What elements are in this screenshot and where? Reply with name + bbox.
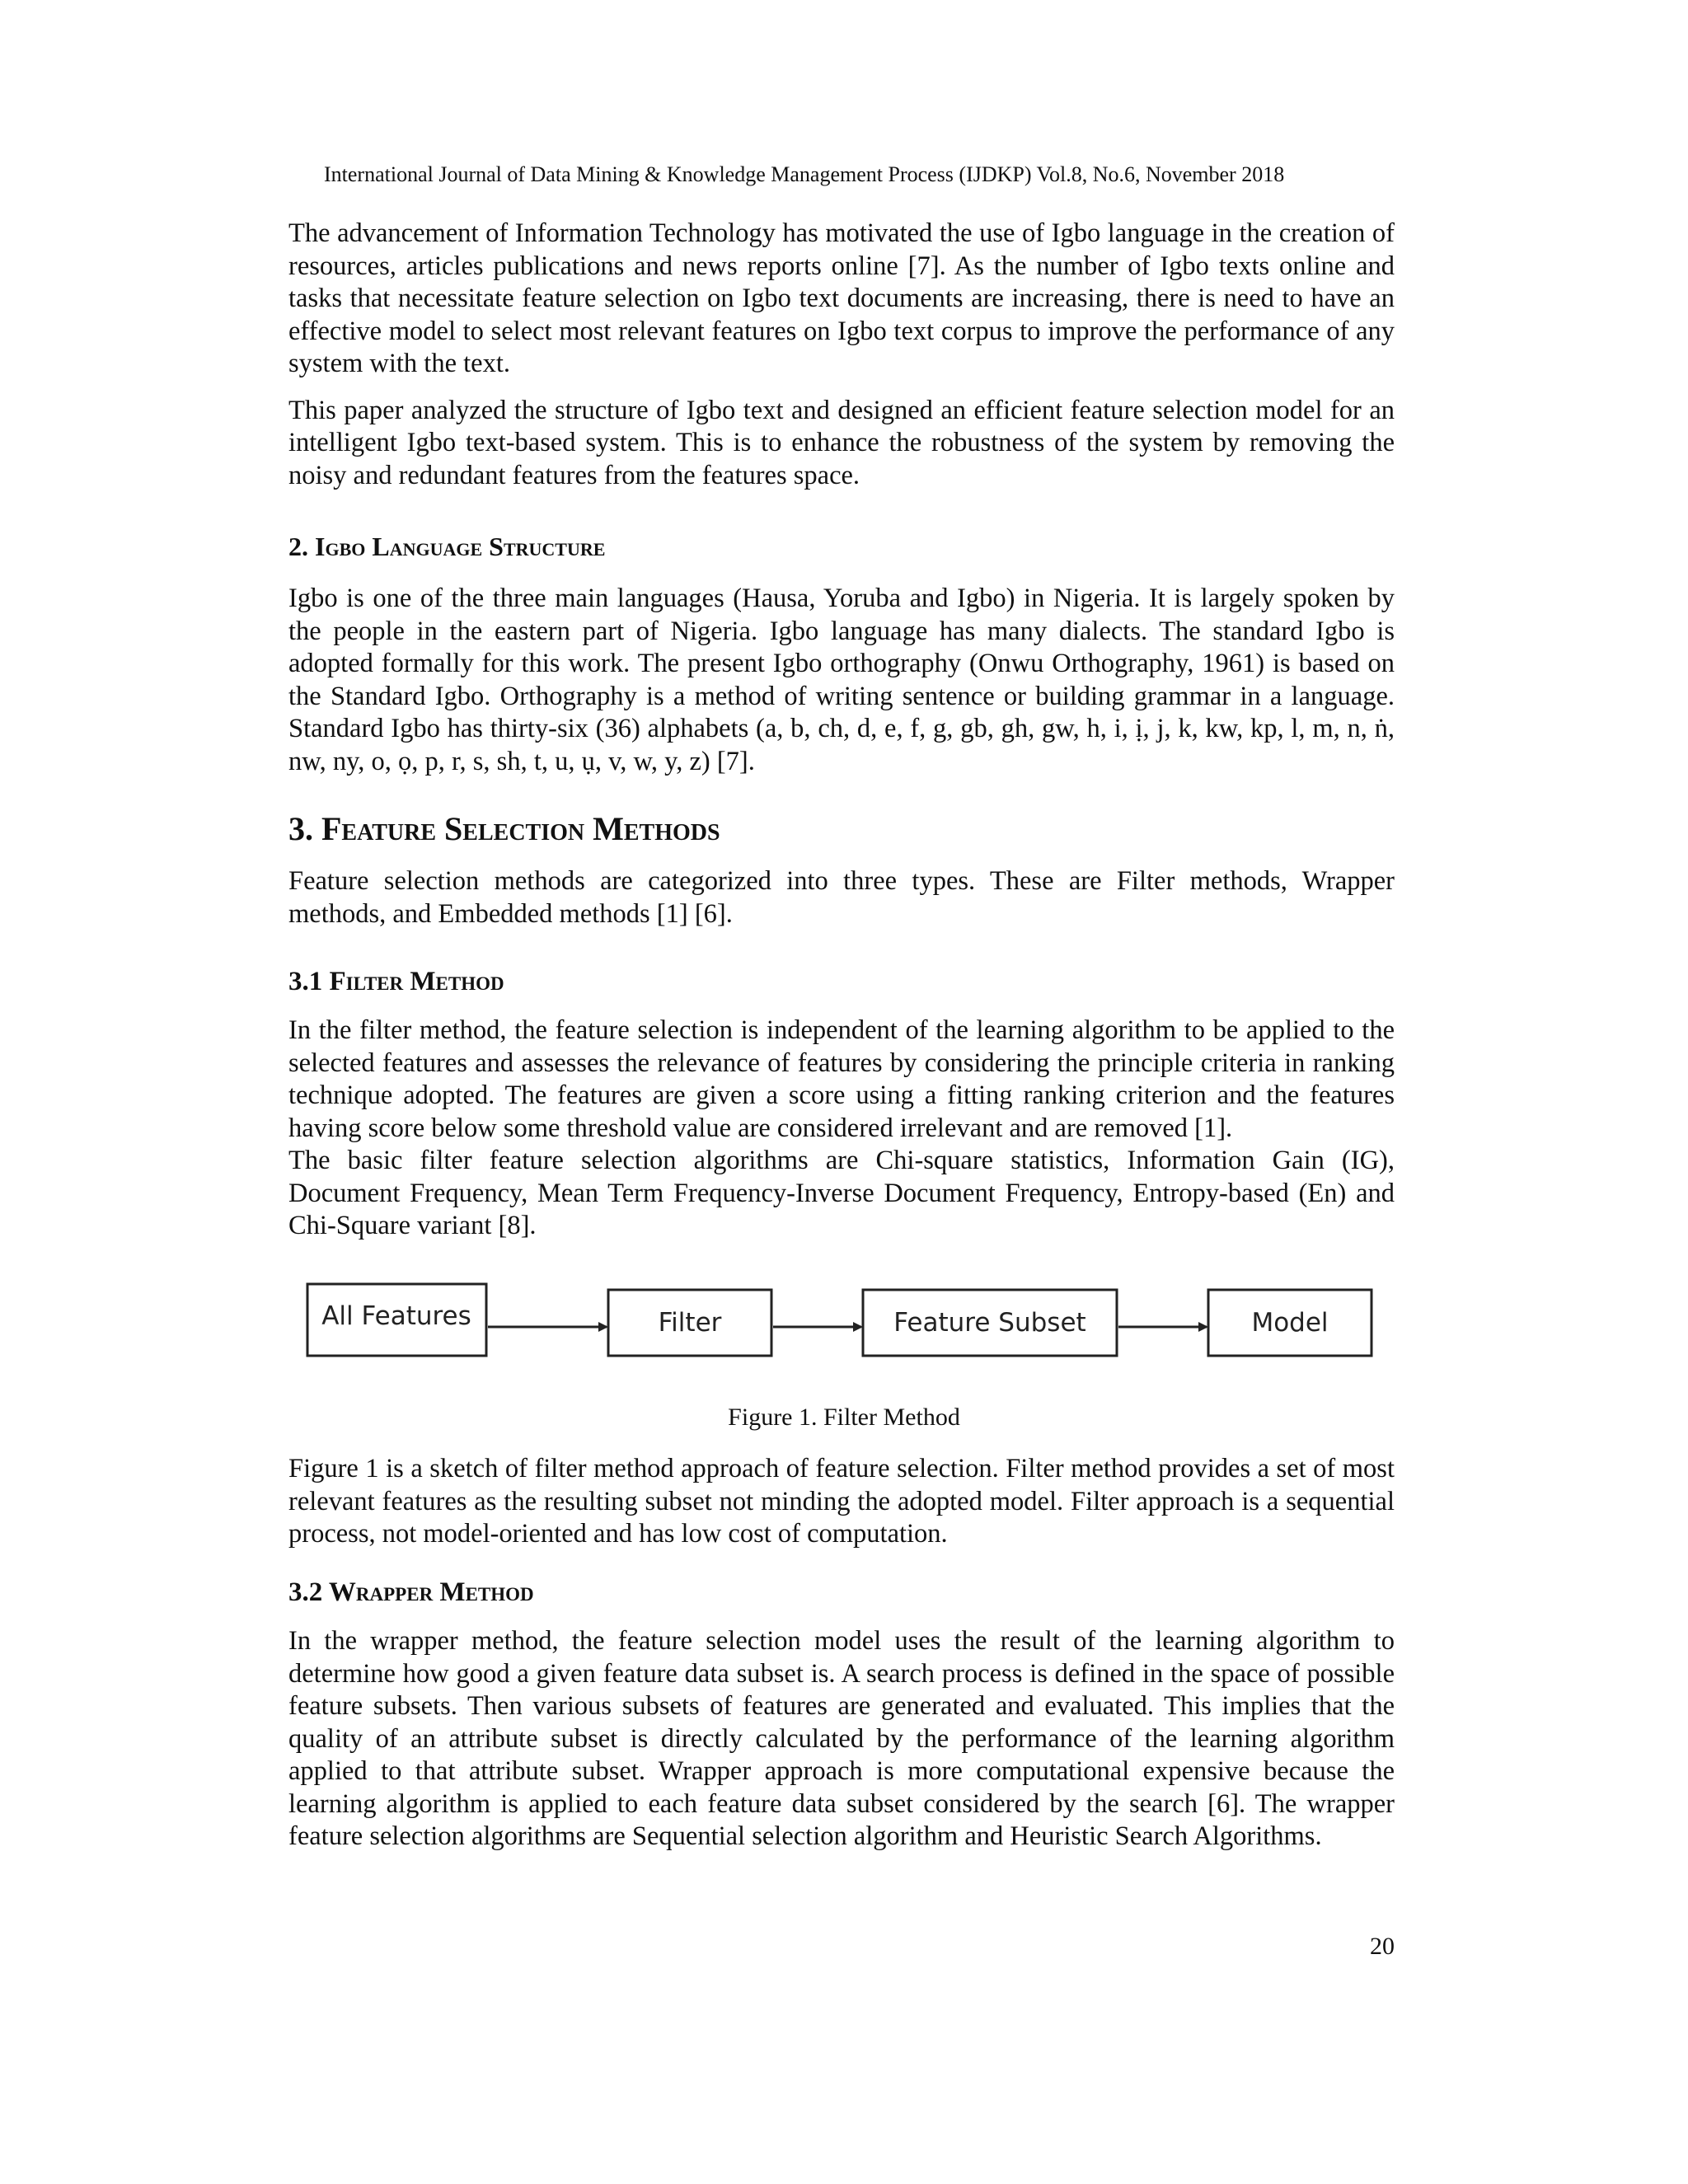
journal-header: International Journal of Data Mining & Knowledge Management Process (IJDKP) Vol.8, No.6, November 2018	[324, 162, 1285, 186]
diagram-label-model: Model	[1251, 1308, 1329, 1338]
diagram-label-filter: Filter	[658, 1308, 722, 1338]
intro-paragraph-1: The advancement of Information Technology has motivated the use of Igbo language in the creation of resources, articles publications and news reports online [7]. As the number of Igbo texts online and tasks that necessitate feature selection on Igbo text documents are increasing, there is need to have an effective model to select most relevant features on Igbo text corpus to improve the performance of any system with the text.	[288, 218, 1395, 378]
intro-paragraph-2: This paper analyzed the structure of Igbo text and designed an efficient feature selection model for an intelligent Igbo text-based system. This is to enhance the robustness of the system by removing the noisy and redundant features from the features space.	[288, 395, 1395, 490]
diagram-label-all-features: All Features	[321, 1301, 471, 1331]
page-number: 20	[1370, 1933, 1395, 1960]
section-3-2-paragraph: In the wrapper method, the feature selection model uses the result of the learning algorithm to determine how good a given feature data subset is. A search process is defined in the space of possible feature subsets. Then various subsets of features are generated and evaluated. This implies that the quality of an attribute subset is directly calculated by the performance of the learning algorithm applied to that attribute subset. Wrapper approach is more computational expensive because the learning algorithm is applied to each feature data subset considered by the search [6]. The wrapper feature selection algorithms are Sequential selection algorithm and Heuristic Search Algorithms.	[288, 1626, 1395, 1851]
diagram-box-filter	[608, 1290, 771, 1356]
section-3-2	[288, 1576, 1395, 1854]
filter-method-diagram	[305, 1282, 1385, 1380]
section-3-paragraph: Feature selection methods are categorized into three types. These are Filter methods, Wrapper methods, and Embedded methods [1] [6].	[288, 866, 1395, 929]
section-3-2-heading: 3.2 Wrapper Method	[288, 1577, 534, 1607]
section-3-1-paragraph-1: In the filter method, the feature selection is independent of the learning algorithm to be applied to the selected features and assesses the relevance of features by considering the principle criteria in ranking technique adopted. The features are given a score using a fitting ranking criterion and the features having score below some threshold value are considered irrelevant and are removed [1].	[288, 1015, 1395, 1143]
section-2-heading: 2. Igbo Language Structure	[288, 532, 606, 561]
section-3-1	[288, 965, 1395, 1243]
after-figure-section	[288, 1453, 1395, 1551]
section-3-1-heading: 3.1 Filter Method	[288, 967, 504, 996]
diagram-box-model	[1208, 1290, 1372, 1356]
section-3-1-paragraph-2: The basic filter feature selection algorithms are Chi-square statistics, Information Gain (IG), Document Frequency, Mean Term Frequency-Inverse Document Frequency, Entropy-based (En) and Chi-Square variant [8].	[288, 1146, 1395, 1240]
section-3	[288, 809, 1395, 930]
section-2	[288, 530, 1395, 778]
diagram-label-feature-subset: Feature Subset	[893, 1308, 1086, 1338]
section-2-paragraph: Igbo is one of the three main languages (Hausa, Yoruba and Igbo) in Nigeria. It is largely spoken by the people in the eastern part of Nigeria. Igbo language has many dialects. The standard Igbo is adopted formally for this work. The present Igbo orthography (Onwu Orthography, 1961) is based on the Standard Igbo. Orthography is a method of writing sentence or building grammar in a language. Standard Igbo has thirty-six (36) alphabets (a, b, ch, d, e, f, g, gb, gh, gw, h, i, ị, j, k, kw, kp, l, m, n, ṅ, nw, ny, o, ọ, p, r, s, sh, t, u, ụ, v, w, y, z) [7].	[288, 583, 1395, 776]
intro-section	[288, 218, 1395, 492]
figure-1-description-paragraph: Figure 1 is a sketch of filter method approach of feature selection. Filter method provides a set of most relevant features as the resulting subset not minding the adopted model. Filter approach is a sequential process, not model-oriented and has low cost of computation.	[288, 1454, 1395, 1549]
section-3-heading: 3. Feature Selection Methods	[288, 810, 720, 847]
figure-1-caption: Figure 1. Filter Method	[728, 1404, 960, 1431]
diagram-box-all-features	[307, 1284, 486, 1356]
diagram-box-feature-subset	[863, 1290, 1117, 1356]
